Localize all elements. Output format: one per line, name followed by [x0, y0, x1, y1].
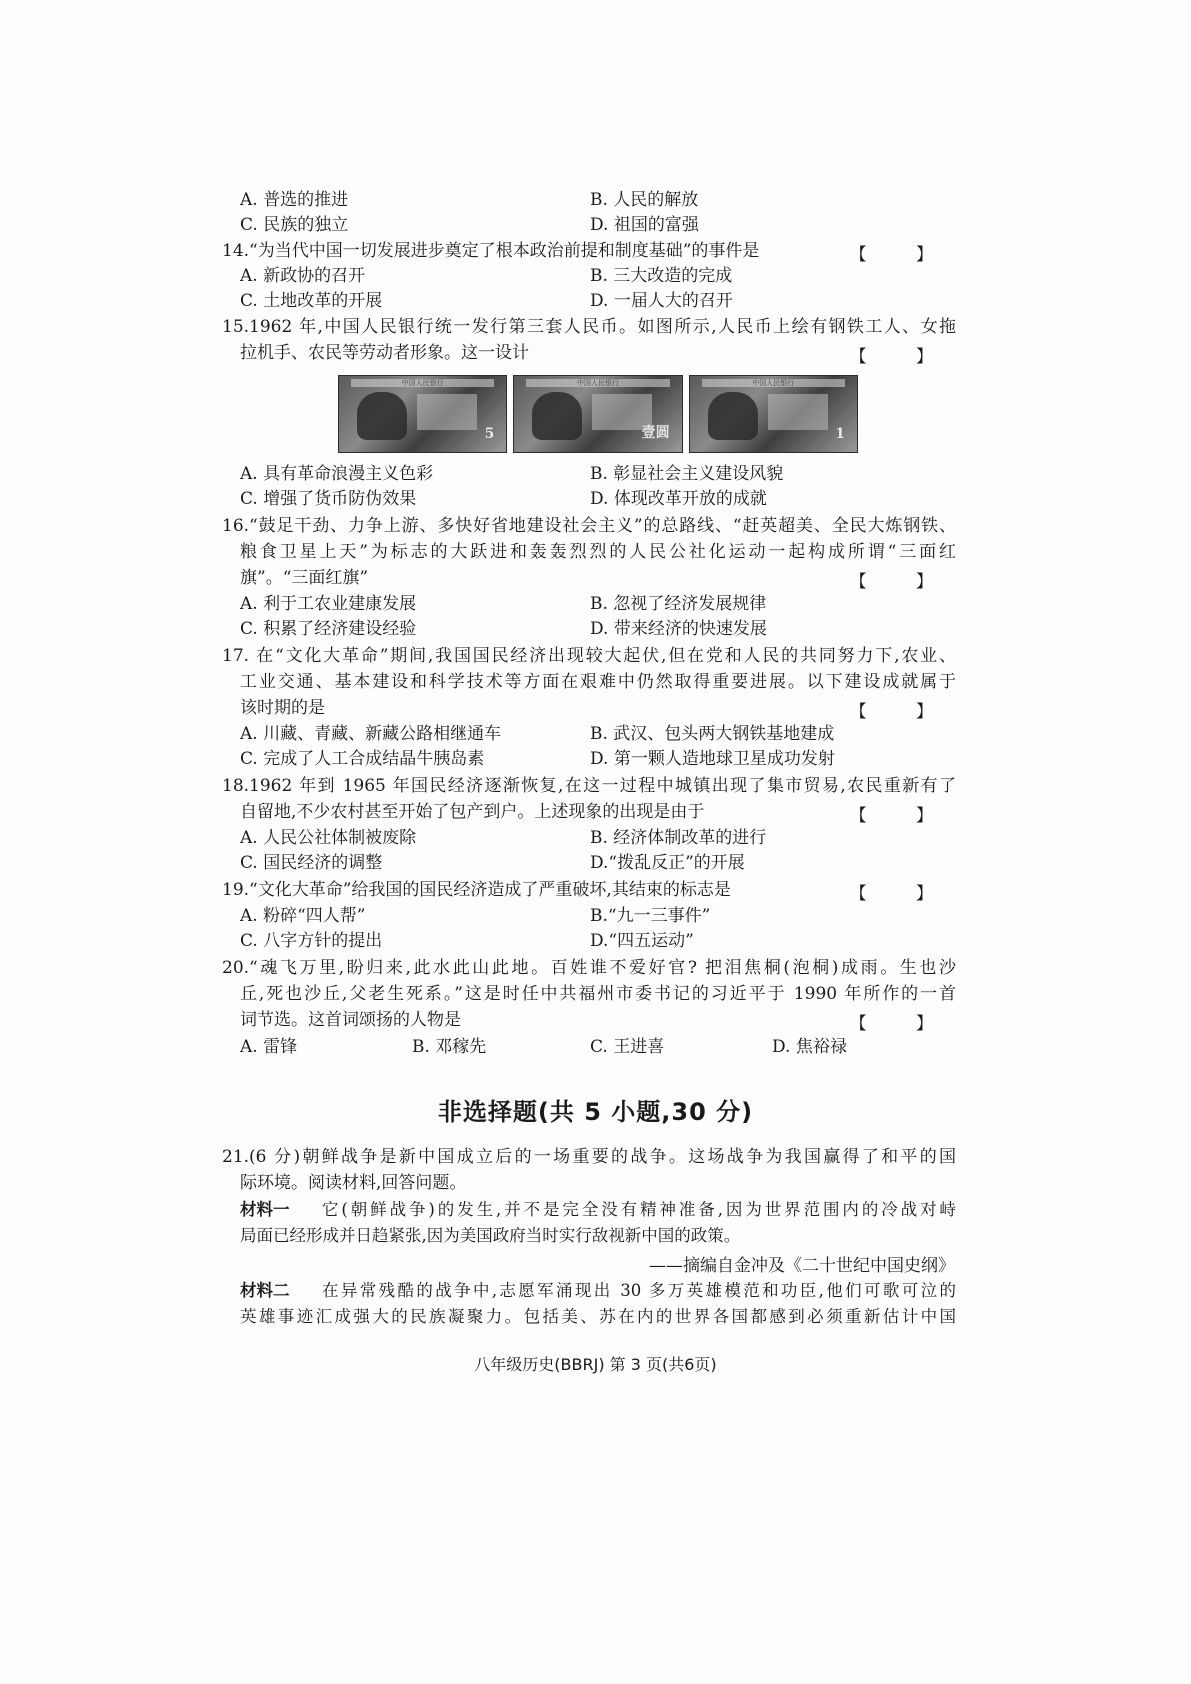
banknote-1-jiao	[689, 375, 858, 453]
q18-option-a: A. 人民公社体制被废除	[240, 828, 417, 848]
q17-option-a: A. 川藏、青藏、新藏公路相继通车	[240, 724, 502, 744]
q17-option-d: D. 第一颗人造地球卫星成功发射	[590, 749, 835, 769]
banknote-header: 中国人民银行	[702, 379, 845, 387]
q20-option-c: C. 王进喜	[590, 1037, 665, 1057]
q19-option-d: D.“四五运动”	[590, 931, 694, 951]
q18-stem-line2: 自留地,不少农村甚至开始了包产到户。上述现象的出现是由于	[240, 802, 705, 822]
q20-stem-line1: 20.“魂飞万里,盼归来,此水此山此地。百姓谁不爱好官? 把泪焦桐(泡桐)成雨。生也沙	[222, 958, 956, 978]
q20-option-d: D. 焦裕禄	[772, 1037, 847, 1057]
material-2-line2: 英雄事迹汇成强大的民族凝聚力。包括美、苏在内的世界各国都感到必须重新估计中国	[240, 1307, 956, 1326]
q16-stem-line1: 16.“鼓足干劲、力争上游、多快好省地建设社会主义”的总路线、“赶英超美、全民大炼钢铁、	[222, 516, 956, 536]
q17-stem-line2: 工业交通、基本建设和科学技术等方面在艰难中仍然取得重要进展。以下建设成就属于	[240, 672, 956, 692]
tractor-driver-figure	[532, 392, 582, 440]
q13-option-d: D. 祖国的富强	[590, 215, 699, 235]
q17-stem-line1: 17. 在“文化大革命”期间,我国国民经济出现较大起伏,但在党和人民的共同努力下,农业、	[222, 646, 956, 666]
banknote-value: 1	[835, 426, 845, 442]
banknote-value: 壹圆	[641, 425, 670, 441]
q15-answer-bracket: 【 】	[849, 347, 955, 367]
q20-option-b: B. 邓稼先	[412, 1037, 487, 1057]
banknote-value: 5	[484, 426, 495, 442]
q21-stem-line1: 21.(6 分)朝鲜战争是新中国成立后的一场重要的战争。这场战争为我国赢得了和平的国	[222, 1147, 956, 1167]
q18-option-b: B. 经济体制改革的进行	[590, 828, 767, 848]
q20-answer-bracket: 【 】	[849, 1014, 955, 1034]
q14-stem: 14.“为当代中国一切发展进步奠定了根本政治前提和制度基础”的事件是	[222, 241, 760, 261]
material-1-line1: 它(朝鲜战争)的发生,并不是完全没有精神准备,因为世界范围内的冷战对峙	[322, 1200, 956, 1219]
q16-option-a: A. 利于工农业建康发展	[240, 594, 417, 614]
material-label: 材料二	[240, 1281, 290, 1300]
q16-stem-line2: 粮食卫星上天”为标志的大跃进和轰轰烈烈的人民公社化运动一起构成所谓“三面红	[240, 542, 956, 562]
material-1-line2: 局面已经形成并日趋紧张,因为美国政府当时实行敌视新中国的政策。	[240, 1226, 741, 1245]
q15-option-c: C. 增强了货币防伪效果	[240, 489, 417, 509]
q17-option-b: B. 武汉、包头两大钢铁基地建成	[590, 724, 835, 744]
q18-stem-line1: 18.1962 年到 1965 年国民经济逐渐恢复,在这一过程中城镇出现了集市贸易,农民重新有了	[222, 776, 956, 796]
q18-option-c: C. 国民经济的调整	[240, 853, 383, 873]
q18-answer-bracket: 【 】	[849, 806, 955, 826]
q14-option-d: D. 一届人大的召开	[590, 291, 733, 311]
q14-option-c: C. 土地改革的开展	[240, 291, 383, 311]
q15-stem-line2: 拉机手、农民等劳动者形象。这一设计	[240, 343, 529, 363]
q13-option-a: A. 普选的推进	[240, 190, 349, 210]
material-label: 材料一	[240, 1200, 290, 1219]
q15-option-a: A. 具有革命浪漫主义色彩	[240, 464, 434, 484]
farmers-figure	[708, 392, 758, 440]
q14-option-b: B. 三大改造的完成	[590, 266, 733, 286]
q16-answer-bracket: 【 】	[849, 572, 955, 592]
q16-option-b: B. 忽视了经济发展规律	[590, 594, 767, 614]
q18-option-d: D.“拨乱反正”的开展	[590, 853, 745, 873]
q19-option-a: A. 粉碎“四人帮”	[240, 906, 366, 926]
q20-stem-line2: 丘,死也沙丘,父老生死系。”这是时任中共福州市委书记的习近平于 1990 年所作的一首	[240, 984, 956, 1004]
banknote-header: 中国人民银行	[526, 379, 669, 387]
steel-worker-figure	[357, 392, 407, 440]
banknote-1-yuan	[513, 375, 682, 453]
q14-answer-bracket: 【 】	[849, 245, 955, 265]
page-footer: 八年级历史(BBRJ) 第 3 页(共6页)	[474, 1355, 717, 1374]
q17-option-c: C. 完成了人工合成结晶牛胰岛素	[240, 749, 485, 769]
q19-stem: 19.“文化大革命”给我国的国民经济造成了严重破坏,其结束的标志是	[222, 880, 731, 900]
q19-option-c: C. 八字方针的提出	[240, 931, 383, 951]
material-2-label	[240, 1280, 290, 1302]
q15-option-d: D. 体现改革开放的成就	[590, 489, 767, 509]
banknote-header: 中国人民银行	[351, 379, 494, 387]
material-2-line1: 在异常残酷的战争中,志愿军涌现出 30 多万英雄模范和功臣,他们可歌可泣的	[322, 1281, 956, 1300]
q15-option-b: B. 彰显社会主义建设风貌	[590, 464, 784, 484]
material-1-label	[240, 1199, 290, 1221]
q15-stem-line1: 15.1962 年,中国人民银行统一发行第三套人民币。如图所示,人民币上绘有钢铁工人、女拖	[222, 317, 956, 337]
q19-answer-bracket: 【 】	[849, 884, 955, 904]
q16-option-d: D. 带来经济的快速发展	[590, 619, 767, 639]
banknote-images	[338, 375, 858, 451]
section-title: 非选择题(共 5 小题,30 分)	[437, 1098, 754, 1126]
material-1-source: ——摘编自金冲及《二十世纪中国史纲》	[649, 1256, 955, 1276]
q17-answer-bracket: 【 】	[849, 702, 955, 722]
q16-stem-line3: 旗”。“三面红旗”	[240, 568, 369, 588]
q19-option-b: B.“九一三事件”	[590, 906, 711, 926]
q16-option-c: C. 积累了经济建设经验	[240, 619, 417, 639]
q21-stem-line2: 际环境。阅读材料,回答问题。	[240, 1173, 467, 1193]
q17-stem-line3: 该时期的是	[240, 698, 325, 718]
banknote-5-yuan	[338, 375, 507, 453]
q13-option-c: C. 民族的独立	[240, 215, 349, 235]
q20-option-a: A. 雷锋	[240, 1037, 298, 1057]
q13-option-b: B. 人民的解放	[590, 190, 699, 210]
q14-option-a: A. 新政协的召开	[240, 266, 366, 286]
q20-stem-line3: 词节选。这首词颂扬的人物是	[240, 1010, 461, 1030]
